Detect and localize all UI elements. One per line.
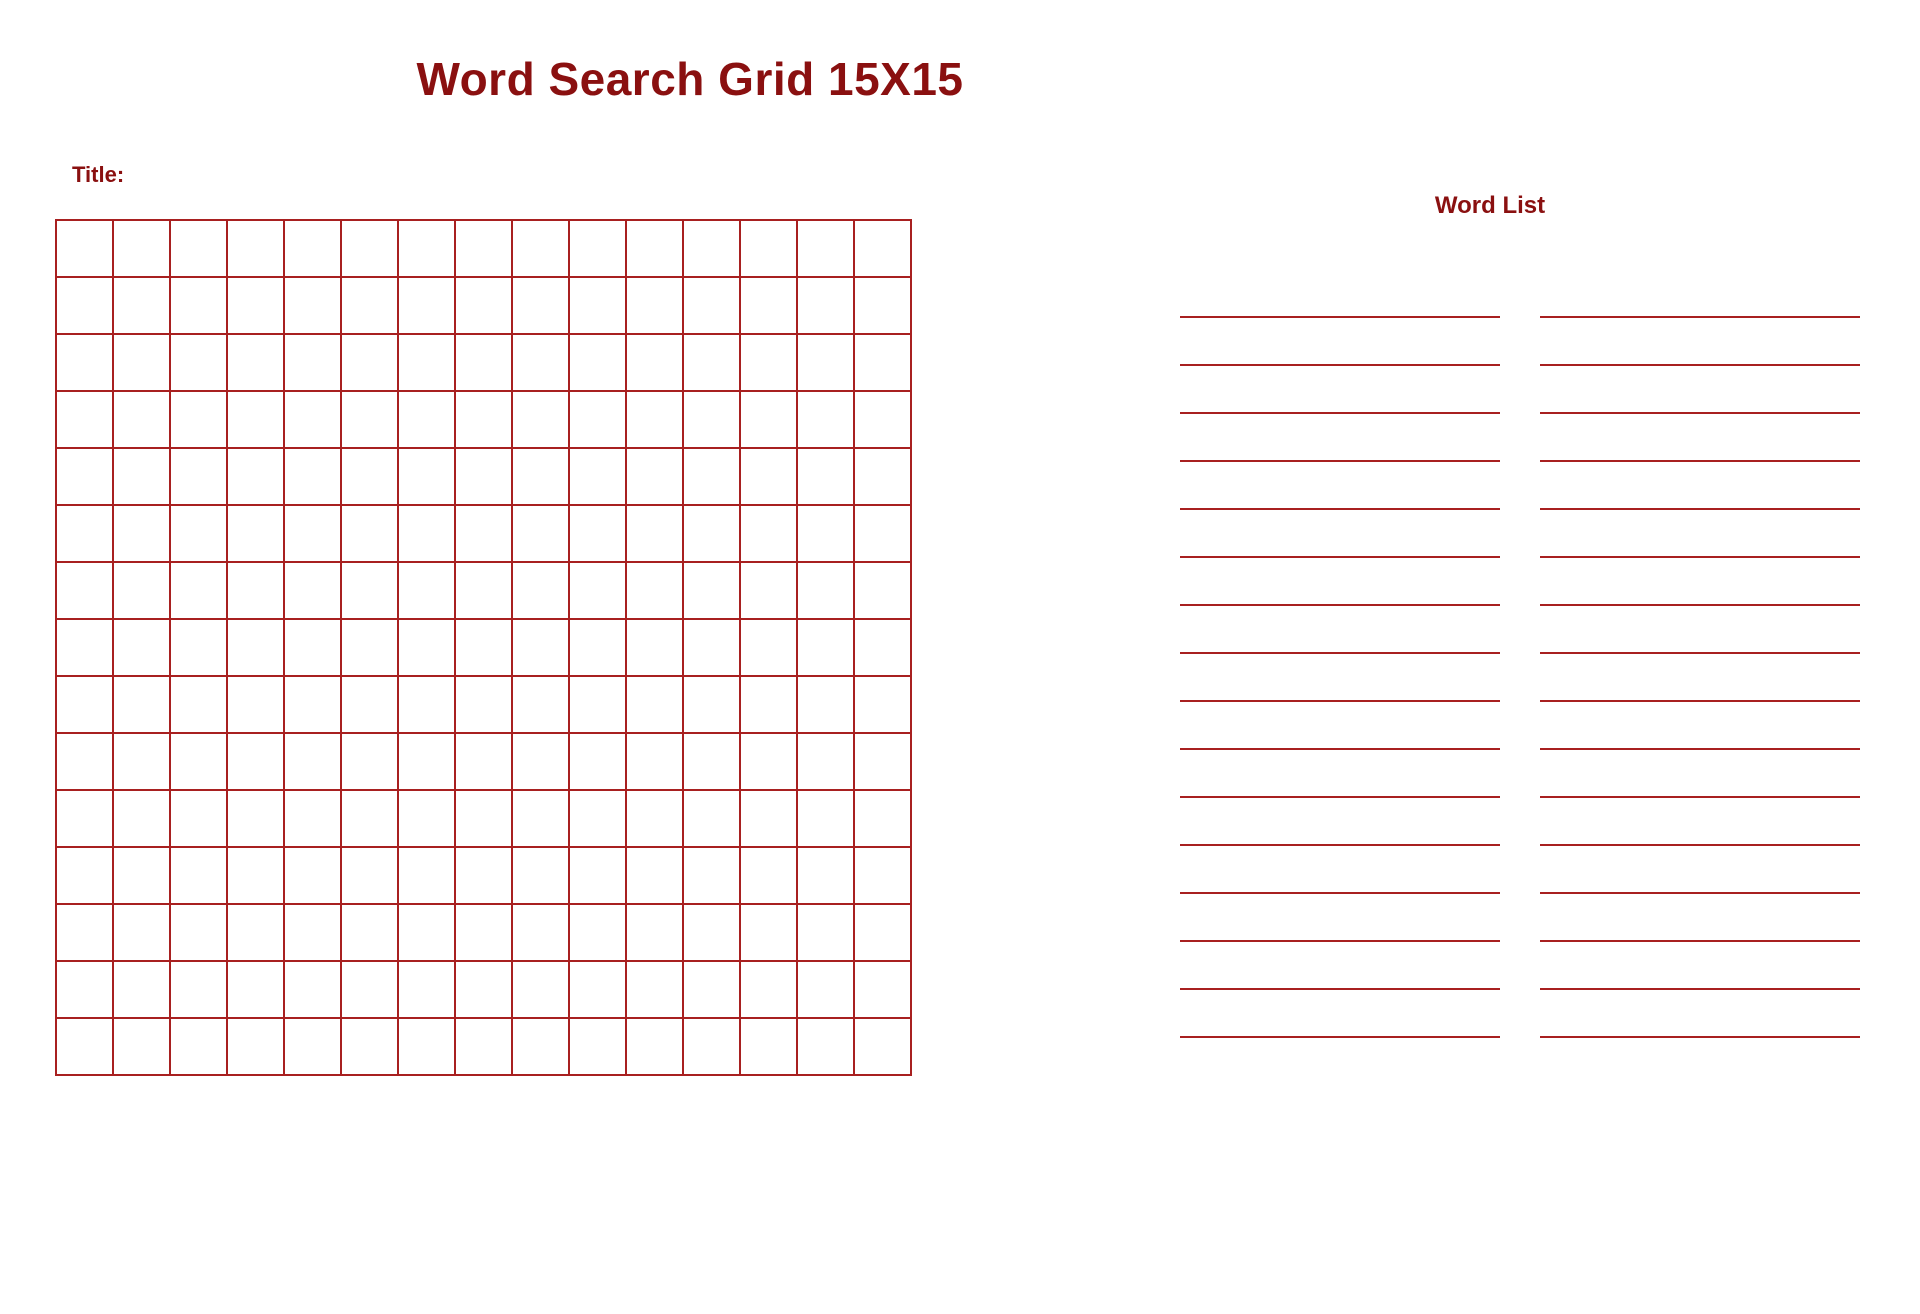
grid-cell[interactable]	[512, 904, 569, 961]
word-line[interactable]	[1180, 270, 1500, 318]
grid-cell[interactable]	[797, 1018, 854, 1075]
grid-cell[interactable]	[740, 448, 797, 505]
word-line[interactable]	[1180, 894, 1500, 942]
grid-cell[interactable]	[512, 220, 569, 277]
grid-cell[interactable]	[512, 733, 569, 790]
table-row	[56, 904, 911, 961]
grid-cell[interactable]	[341, 904, 398, 961]
word-line[interactable]	[1540, 318, 1860, 366]
grid-cell[interactable]	[569, 733, 626, 790]
grid-cell[interactable]	[512, 562, 569, 619]
word-line[interactable]	[1180, 558, 1500, 606]
grid-cell[interactable]	[512, 391, 569, 448]
grid-cell[interactable]	[740, 904, 797, 961]
grid-cell[interactable]	[398, 619, 455, 676]
grid-cell[interactable]	[854, 1018, 911, 1075]
grid-cell[interactable]	[569, 847, 626, 904]
grid-cell[interactable]	[854, 448, 911, 505]
grid-cell[interactable]	[227, 790, 284, 847]
grid-cell[interactable]	[284, 562, 341, 619]
word-line[interactable]	[1540, 702, 1860, 750]
grid-cell[interactable]	[797, 220, 854, 277]
grid-cell[interactable]	[683, 505, 740, 562]
grid-cell[interactable]	[455, 904, 512, 961]
grid-cell[interactable]	[113, 334, 170, 391]
grid-cell[interactable]	[398, 505, 455, 562]
grid-cell[interactable]	[512, 1018, 569, 1075]
grid-cell[interactable]	[284, 619, 341, 676]
grid-cell[interactable]	[398, 790, 455, 847]
grid-cell[interactable]	[683, 220, 740, 277]
word-line[interactable]	[1540, 606, 1860, 654]
grid-cell[interactable]	[113, 448, 170, 505]
grid-cell[interactable]	[683, 619, 740, 676]
grid-cell[interactable]	[569, 619, 626, 676]
grid-cell[interactable]	[854, 334, 911, 391]
word-line[interactable]	[1180, 750, 1500, 798]
grid-cell[interactable]	[341, 847, 398, 904]
grid-cell[interactable]	[569, 505, 626, 562]
grid-cell[interactable]	[740, 391, 797, 448]
grid-cell[interactable]	[512, 961, 569, 1018]
grid-cell[interactable]	[284, 391, 341, 448]
grid-cell[interactable]	[740, 220, 797, 277]
table-row	[56, 277, 911, 334]
word-line[interactable]	[1540, 414, 1860, 462]
grid-cell[interactable]	[854, 220, 911, 277]
grid-cell[interactable]	[626, 448, 683, 505]
grid-cell[interactable]	[569, 961, 626, 1018]
grid-cell[interactable]	[227, 1018, 284, 1075]
grid-cell[interactable]	[683, 847, 740, 904]
grid-cell[interactable]	[284, 733, 341, 790]
grid-cell[interactable]	[569, 277, 626, 334]
word-line[interactable]	[1540, 942, 1860, 990]
grid-cell[interactable]	[341, 1018, 398, 1075]
grid-cell[interactable]	[626, 505, 683, 562]
grid-cell[interactable]	[683, 733, 740, 790]
title-field-label: Title:	[72, 162, 125, 187]
grid-cell[interactable]	[284, 904, 341, 961]
grid-cell[interactable]	[455, 562, 512, 619]
grid-cell[interactable]	[683, 676, 740, 733]
grid-cell[interactable]	[113, 961, 170, 1018]
word-line[interactable]	[1180, 606, 1500, 654]
grid-cell[interactable]	[398, 961, 455, 1018]
grid-cell[interactable]	[854, 277, 911, 334]
grid-cell[interactable]	[455, 847, 512, 904]
grid-cell[interactable]	[854, 676, 911, 733]
word-line[interactable]	[1180, 798, 1500, 846]
page-title: Word Search Grid 15X15	[416, 53, 964, 105]
grid-cell[interactable]	[512, 847, 569, 904]
grid-cell[interactable]	[455, 1018, 512, 1075]
grid-cell[interactable]	[512, 676, 569, 733]
grid-cell[interactable]	[341, 562, 398, 619]
grid-cell[interactable]	[341, 790, 398, 847]
grid-cell[interactable]	[626, 220, 683, 277]
grid-cell[interactable]	[455, 220, 512, 277]
grid-cell[interactable]	[740, 961, 797, 1018]
word-line[interactable]	[1180, 846, 1500, 894]
grid-cell[interactable]	[398, 733, 455, 790]
grid-cell[interactable]	[227, 391, 284, 448]
grid-cell[interactable]	[284, 220, 341, 277]
grid-cell[interactable]	[227, 220, 284, 277]
grid-table[interactable]	[55, 219, 912, 1076]
grid-cell[interactable]	[797, 334, 854, 391]
grid-cell[interactable]	[797, 733, 854, 790]
grid-cell[interactable]	[626, 277, 683, 334]
grid-cell[interactable]	[740, 277, 797, 334]
grid-cell[interactable]	[626, 904, 683, 961]
grid-cell[interactable]	[56, 961, 113, 1018]
grid-cell[interactable]	[455, 277, 512, 334]
grid-cell[interactable]	[512, 448, 569, 505]
word-search-grid[interactable]	[55, 219, 912, 1076]
grid-cell[interactable]	[626, 391, 683, 448]
grid-cell[interactable]	[56, 1018, 113, 1075]
table-row	[56, 505, 911, 562]
word-line[interactable]	[1180, 414, 1500, 462]
grid-cell[interactable]	[626, 676, 683, 733]
grid-cell[interactable]	[797, 961, 854, 1018]
grid-cell[interactable]	[398, 448, 455, 505]
grid-cell[interactable]	[854, 619, 911, 676]
grid-cell[interactable]	[854, 562, 911, 619]
grid-cell[interactable]	[797, 505, 854, 562]
word-line[interactable]	[1180, 702, 1500, 750]
grid-cell[interactable]	[56, 277, 113, 334]
word-line[interactable]	[1180, 318, 1500, 366]
grid-cell[interactable]	[797, 790, 854, 847]
grid-cell[interactable]	[797, 676, 854, 733]
grid-cell[interactable]	[740, 1018, 797, 1075]
table-row	[56, 334, 911, 391]
grid-cell[interactable]	[512, 790, 569, 847]
grid-cell[interactable]	[284, 847, 341, 904]
grid-cell[interactable]	[284, 961, 341, 1018]
grid-cell[interactable]	[170, 904, 227, 961]
grid-cell[interactable]	[626, 619, 683, 676]
word-line[interactable]	[1540, 558, 1860, 606]
grid-cell[interactable]	[227, 619, 284, 676]
grid-cell[interactable]	[854, 904, 911, 961]
grid-cell[interactable]	[341, 733, 398, 790]
grid-cell[interactable]	[56, 904, 113, 961]
grid-cell[interactable]	[398, 220, 455, 277]
grid-cell[interactable]	[740, 676, 797, 733]
grid-cell[interactable]	[56, 334, 113, 391]
table-row	[56, 448, 911, 505]
table-row	[56, 220, 911, 277]
grid-cell[interactable]	[683, 790, 740, 847]
grid-cell[interactable]	[227, 961, 284, 1018]
grid-cell[interactable]	[113, 220, 170, 277]
word-line[interactable]	[1180, 990, 1500, 1038]
grid-cell[interactable]	[512, 277, 569, 334]
grid-cell[interactable]	[455, 961, 512, 1018]
word-list-column-right	[1540, 270, 1860, 1038]
word-line[interactable]	[1540, 462, 1860, 510]
grid-cell[interactable]	[227, 334, 284, 391]
grid-cell[interactable]	[56, 676, 113, 733]
grid-cell[interactable]	[341, 334, 398, 391]
grid-cell[interactable]	[398, 1018, 455, 1075]
grid-cell[interactable]	[341, 277, 398, 334]
grid-cell[interactable]	[284, 676, 341, 733]
word-line[interactable]	[1180, 942, 1500, 990]
grid-cell[interactable]	[170, 277, 227, 334]
grid-cell[interactable]	[227, 676, 284, 733]
grid-cell[interactable]	[56, 733, 113, 790]
grid-cell[interactable]	[170, 505, 227, 562]
grid-cell[interactable]	[626, 334, 683, 391]
grid-cell[interactable]	[569, 1018, 626, 1075]
grid-cell[interactable]	[797, 619, 854, 676]
grid-cell[interactable]	[626, 790, 683, 847]
grid-cell[interactable]	[170, 619, 227, 676]
grid-cell[interactable]	[170, 448, 227, 505]
grid-cell[interactable]	[797, 277, 854, 334]
grid-cell[interactable]	[398, 277, 455, 334]
grid-cell[interactable]	[170, 961, 227, 1018]
grid-cell[interactable]	[740, 334, 797, 391]
grid-cell[interactable]	[284, 505, 341, 562]
table-row	[56, 733, 911, 790]
grid-cell[interactable]	[797, 562, 854, 619]
grid-cell[interactable]	[740, 733, 797, 790]
grid-cell[interactable]	[569, 562, 626, 619]
grid-cell[interactable]	[341, 505, 398, 562]
grid-cell[interactable]	[227, 505, 284, 562]
grid-cell[interactable]	[341, 961, 398, 1018]
table-row	[56, 391, 911, 448]
grid-cell[interactable]	[854, 790, 911, 847]
grid-cell[interactable]	[113, 1018, 170, 1075]
grid-cell[interactable]	[56, 619, 113, 676]
grid-cell[interactable]	[683, 904, 740, 961]
grid-cell[interactable]	[113, 904, 170, 961]
grid-cell[interactable]	[512, 619, 569, 676]
grid-cell[interactable]	[854, 391, 911, 448]
grid-cell[interactable]	[626, 733, 683, 790]
grid-cell[interactable]	[569, 676, 626, 733]
grid-cell[interactable]	[113, 277, 170, 334]
grid-cell[interactable]	[740, 847, 797, 904]
grid-cell[interactable]	[683, 391, 740, 448]
grid-cell[interactable]	[569, 790, 626, 847]
grid-cell[interactable]	[341, 391, 398, 448]
word-line[interactable]	[1540, 270, 1860, 318]
table-row	[56, 847, 911, 904]
word-list	[1180, 270, 1880, 1038]
grid-cell[interactable]	[455, 448, 512, 505]
grid-cell[interactable]	[56, 790, 113, 847]
grid-cell[interactable]	[113, 676, 170, 733]
word-line[interactable]	[1180, 462, 1500, 510]
grid-cell[interactable]	[284, 790, 341, 847]
grid-cell[interactable]	[227, 448, 284, 505]
word-line[interactable]	[1180, 366, 1500, 414]
grid-cell[interactable]	[113, 562, 170, 619]
grid-cell[interactable]	[512, 334, 569, 391]
grid-cell[interactable]	[227, 847, 284, 904]
grid-cell[interactable]	[227, 277, 284, 334]
table-row	[56, 619, 911, 676]
grid-cell[interactable]	[170, 790, 227, 847]
word-line[interactable]	[1540, 846, 1860, 894]
table-row	[56, 961, 911, 1018]
grid-cell[interactable]	[56, 391, 113, 448]
grid-cell[interactable]	[455, 391, 512, 448]
grid-cell[interactable]	[683, 961, 740, 1018]
grid-cell[interactable]	[284, 334, 341, 391]
table-row	[56, 676, 911, 733]
grid-cell[interactable]	[569, 391, 626, 448]
grid-cell[interactable]	[683, 562, 740, 619]
grid-cell[interactable]	[455, 619, 512, 676]
grid-cell[interactable]	[341, 448, 398, 505]
word-line[interactable]	[1180, 654, 1500, 702]
table-row	[56, 790, 911, 847]
grid-cell[interactable]	[227, 733, 284, 790]
word-list-column-left	[1180, 270, 1500, 1038]
grid-cell[interactable]	[170, 676, 227, 733]
grid-cell[interactable]	[170, 562, 227, 619]
grid-cell[interactable]	[569, 448, 626, 505]
grid-cell[interactable]	[740, 790, 797, 847]
grid-cell[interactable]	[398, 847, 455, 904]
grid-cell[interactable]	[113, 391, 170, 448]
grid-cell[interactable]	[626, 847, 683, 904]
word-line[interactable]	[1540, 654, 1860, 702]
grid-cell[interactable]	[170, 220, 227, 277]
grid-cell[interactable]	[455, 334, 512, 391]
grid-cell[interactable]	[854, 961, 911, 1018]
grid-cell[interactable]	[227, 904, 284, 961]
grid-cell[interactable]	[455, 733, 512, 790]
grid-cell[interactable]	[683, 277, 740, 334]
grid-cell[interactable]	[56, 847, 113, 904]
word-line[interactable]	[1540, 894, 1860, 942]
grid-body	[56, 220, 911, 1075]
grid-cell[interactable]	[341, 676, 398, 733]
grid-cell[interactable]	[56, 562, 113, 619]
grid-cell[interactable]	[740, 562, 797, 619]
grid-cell[interactable]	[683, 448, 740, 505]
grid-cell[interactable]	[170, 391, 227, 448]
grid-cell[interactable]	[341, 619, 398, 676]
grid-cell[interactable]	[113, 619, 170, 676]
word-line[interactable]	[1180, 510, 1500, 558]
word-line[interactable]	[1540, 750, 1860, 798]
grid-cell[interactable]	[683, 1018, 740, 1075]
grid-cell[interactable]	[569, 220, 626, 277]
grid-cell[interactable]	[113, 847, 170, 904]
grid-cell[interactable]	[455, 790, 512, 847]
word-line[interactable]	[1540, 990, 1860, 1038]
grid-cell[interactable]	[341, 220, 398, 277]
grid-cell[interactable]	[56, 448, 113, 505]
grid-cell[interactable]	[626, 562, 683, 619]
grid-cell[interactable]	[854, 505, 911, 562]
grid-cell[interactable]	[227, 562, 284, 619]
grid-cell[interactable]	[170, 733, 227, 790]
table-row	[56, 1018, 911, 1075]
grid-cell[interactable]	[854, 733, 911, 790]
grid-cell[interactable]	[569, 334, 626, 391]
word-list-heading: Word List	[1434, 192, 1546, 219]
grid-cell[interactable]	[797, 448, 854, 505]
grid-cell[interactable]	[170, 1018, 227, 1075]
grid-cell[interactable]	[512, 505, 569, 562]
grid-cell[interactable]	[398, 562, 455, 619]
grid-cell[interactable]	[683, 334, 740, 391]
grid-cell[interactable]	[113, 505, 170, 562]
grid-cell[interactable]	[455, 505, 512, 562]
grid-cell[interactable]	[797, 904, 854, 961]
word-line[interactable]	[1540, 798, 1860, 846]
grid-cell[interactable]	[284, 277, 341, 334]
grid-cell[interactable]	[455, 676, 512, 733]
grid-cell[interactable]	[398, 676, 455, 733]
grid-cell[interactable]	[170, 334, 227, 391]
grid-cell[interactable]	[398, 334, 455, 391]
grid-cell[interactable]	[56, 505, 113, 562]
grid-cell[interactable]	[626, 961, 683, 1018]
grid-cell[interactable]	[56, 220, 113, 277]
word-line[interactable]	[1540, 366, 1860, 414]
grid-cell[interactable]	[740, 505, 797, 562]
grid-cell[interactable]	[626, 1018, 683, 1075]
grid-cell[interactable]	[113, 790, 170, 847]
grid-cell[interactable]	[284, 1018, 341, 1075]
grid-cell[interactable]	[854, 847, 911, 904]
grid-cell[interactable]	[740, 619, 797, 676]
grid-cell[interactable]	[797, 391, 854, 448]
grid-cell[interactable]	[113, 733, 170, 790]
grid-cell[interactable]	[398, 391, 455, 448]
grid-cell[interactable]	[569, 904, 626, 961]
grid-cell[interactable]	[797, 847, 854, 904]
grid-cell[interactable]	[170, 847, 227, 904]
word-line[interactable]	[1540, 510, 1860, 558]
table-row	[56, 562, 911, 619]
grid-cell[interactable]	[398, 904, 455, 961]
grid-cell[interactable]	[284, 448, 341, 505]
